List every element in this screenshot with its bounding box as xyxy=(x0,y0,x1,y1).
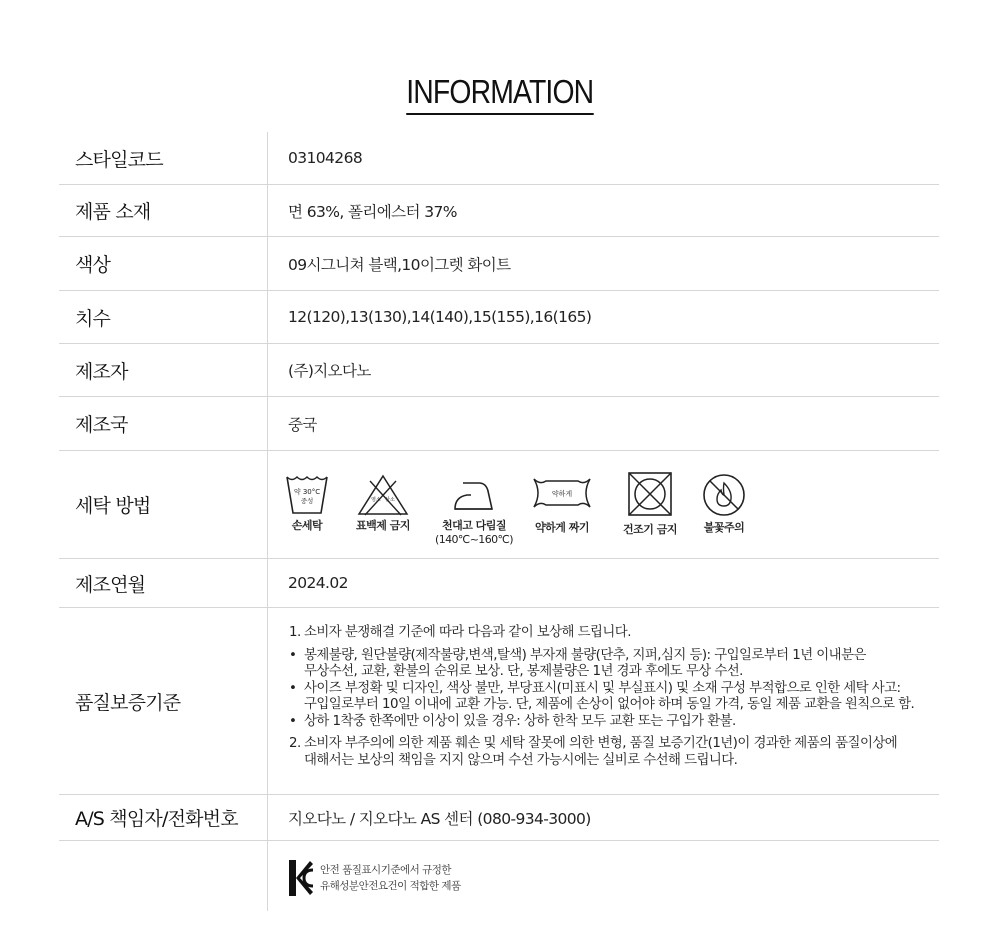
svg-text:염소: 염소 xyxy=(371,497,381,503)
column-divider xyxy=(267,344,268,396)
row-material xyxy=(59,185,939,237)
kc-logo-icon xyxy=(288,859,314,897)
row-country xyxy=(59,397,939,451)
kc-text-line: 안전 품질표시기준에서 규정한 xyxy=(320,864,452,876)
column-divider xyxy=(267,608,268,794)
row-color xyxy=(59,237,939,291)
row-date xyxy=(59,559,939,608)
quality-item-2: 2. 소비자 부주의에 의한 제품 훼손 및 세탁 잘못에 의한 변형, 품질 보증기간(1년)이 경과한 제품의 품질이상에 대해서는 보상의 책임을 지지 않으며 수선 가능시에는 실비로 수선해 드립니다. xyxy=(289,736,898,768)
svg-text:산소: 산소 xyxy=(385,497,395,503)
row-as xyxy=(59,795,939,841)
quality-item-1: 1. 소비자 분쟁해결 기준에 따라 다음과 같이 보상해 드립니다. xyxy=(289,625,631,640)
quality-text xyxy=(288,625,933,769)
iron-icon: 천대고 다림질 (140℃~160℃) xyxy=(433,475,515,547)
gentle-wring-icon: 약하게 약하게 짜기 xyxy=(530,475,594,535)
row-label: 세탁 방법 xyxy=(75,495,151,517)
row-value: 중국 xyxy=(288,415,317,434)
no-bleach-icon: 염소 산소 표백제 금지 xyxy=(355,473,411,533)
row-label: 제품 소재 xyxy=(75,201,151,223)
row-value: 03104268 xyxy=(288,149,363,167)
quality-bullet: • 봉제불량, 원단불량(제작불량,변색,탈색) 부자재 불량(단추, 지퍼,심지 등): 구입일로부터 1년 이내분은 무상수선, 교환, 환불의 순위로 보상. 단, 봉제불량은 1년 경과 후에도 무상 수선. xyxy=(289,647,866,679)
column-divider xyxy=(267,841,268,911)
row-label: 품질보증기준 xyxy=(75,691,181,714)
row-value: 지오다노 / 지오다노 AS 센터 (080-934-3000) xyxy=(288,809,591,828)
column-divider xyxy=(267,559,268,607)
kc-certification xyxy=(288,859,461,897)
row-label: 제조연월 xyxy=(75,573,146,596)
quality-bullet: • 사이즈 부정확 및 디자인, 색상 불만, 부당표시(미표시 및 부실표시) 및 소재 구성 부적합으로 인한 세탁 사고: 구입일로부터 10일 이내에 교환 가능. 단, 제품에 손상이 없어야 하며 동일 가격, 동일 제품 교환을 원칙으로 함. xyxy=(289,680,915,712)
row-label: 제조자 xyxy=(75,360,128,383)
row-style-code xyxy=(59,132,939,185)
column-divider xyxy=(267,185,268,236)
info-table xyxy=(59,132,939,911)
row-value: 2024.02 xyxy=(288,574,348,592)
quality-bullet: • 상하 1착중 한쪽에만 이상이 있을 경우: 상하 한착 모두 교환 또는 구입가 환불. xyxy=(289,713,736,729)
row-label: 색상 xyxy=(75,254,111,276)
svg-text:약 30°C: 약 30°C xyxy=(293,488,321,496)
row-value: 면 63%, 폴리에스터 37% xyxy=(288,202,457,221)
row-label: 제조국 xyxy=(75,414,128,436)
row-label: 스타일코드 xyxy=(75,148,163,171)
row-maker xyxy=(59,344,939,397)
column-divider xyxy=(267,795,268,840)
svg-text:중성: 중성 xyxy=(300,497,314,505)
column-divider xyxy=(267,291,268,343)
row-size xyxy=(59,291,939,344)
column-divider xyxy=(267,397,268,450)
row-kc xyxy=(59,841,939,911)
row-value: 12(120),13(130),14(140),15(155),16(165) xyxy=(288,308,592,326)
svg-text:약하게: 약하게 xyxy=(551,490,573,498)
row-wash xyxy=(59,451,939,559)
row-value: (주)지오다노 xyxy=(288,362,371,380)
row-quality xyxy=(59,608,939,795)
row-label: A/S 책임자/전화번호 xyxy=(75,808,238,830)
hand-wash-icon: 약 30°C 중성 손세탁 xyxy=(285,473,329,533)
no-fire-icon: 불꽃주의 xyxy=(695,473,753,535)
column-divider xyxy=(267,132,268,184)
column-divider xyxy=(267,237,268,290)
kc-text-line: 유해성분안전요건이 적합한 제품 xyxy=(320,880,461,892)
no-tumble-dry-icon: 건조기 금지 xyxy=(615,471,685,537)
page-title: INFORMATION xyxy=(0,72,1000,115)
column-divider xyxy=(267,451,268,558)
row-value: 09시그니쳐 블랙,10이그렛 화이트 xyxy=(288,255,511,274)
row-label: 치수 xyxy=(75,307,111,330)
